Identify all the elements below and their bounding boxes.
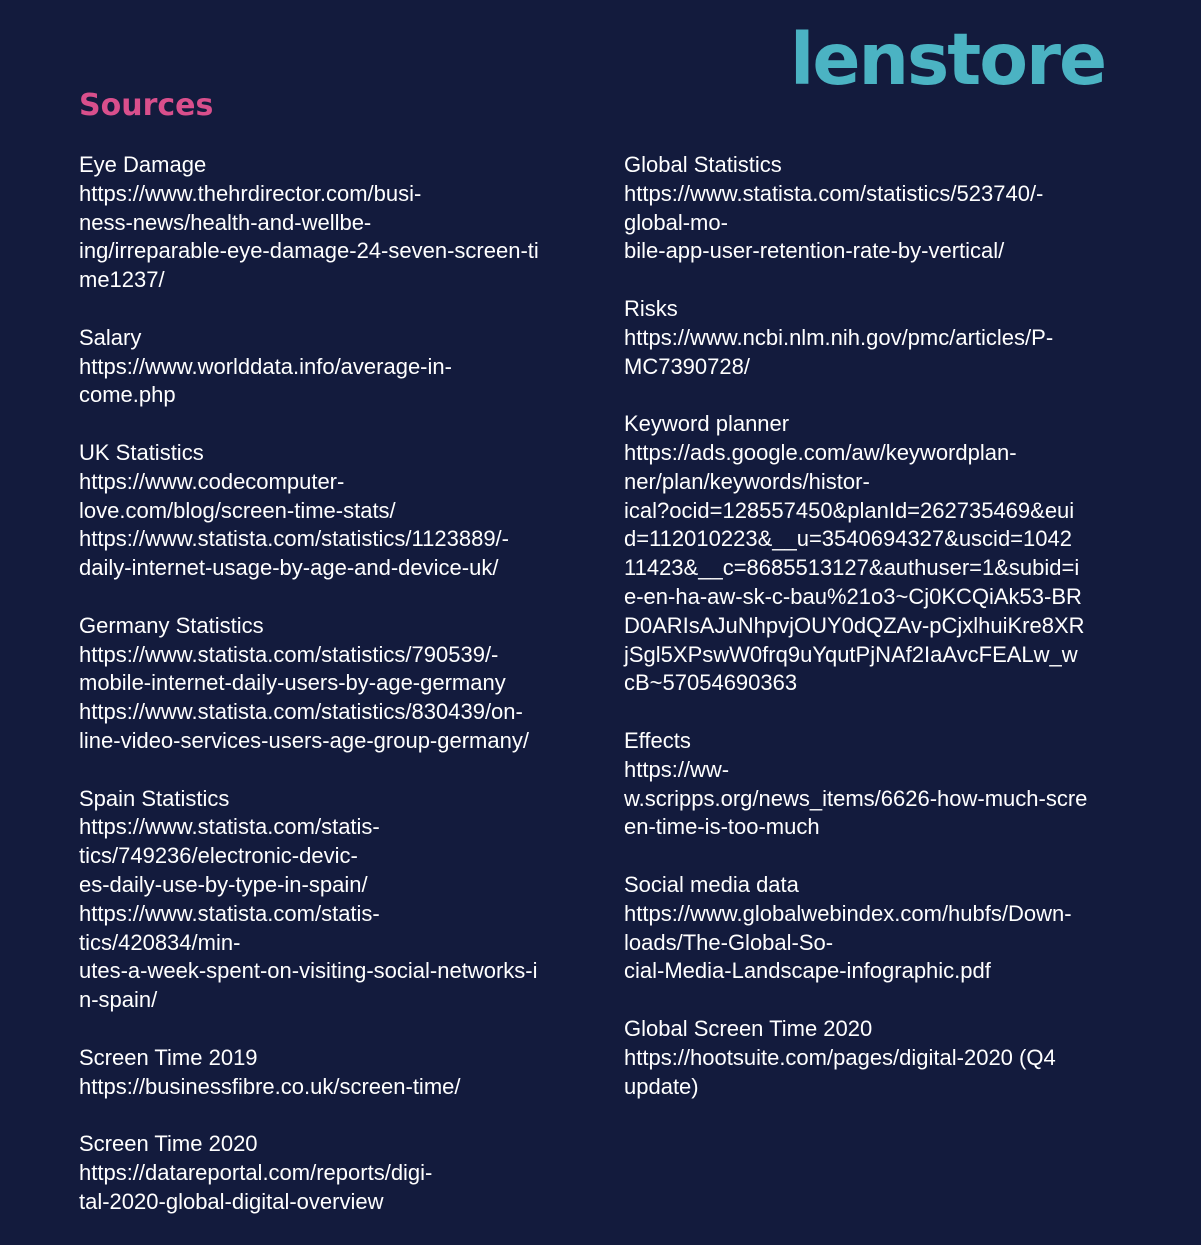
- source-title: Effects: [624, 727, 691, 753]
- source-url-line[interactable]: jSgl5XPswW0frq9uYqutPjNAf2IaAvcFEALw_w: [624, 641, 1078, 667]
- source-url-line[interactable]: tal-2020-global-digital-overview: [79, 1188, 384, 1214]
- source-entry: [79, 324, 589, 410]
- source-entry: [624, 727, 1134, 842]
- sources-right-column: [624, 151, 1134, 1130]
- source-url-line[interactable]: https://www.statista.com/statistics/1123889/-: [79, 526, 509, 552]
- source-url-line[interactable]: cial-Media-Landscape-infographic.pdf: [624, 958, 991, 984]
- source-url-line[interactable]: n-spain/: [79, 987, 158, 1013]
- source-url-line[interactable]: ness-news/health-and-wellbe-: [79, 209, 372, 235]
- source-url-line[interactable]: ner/plan/keywords/histor-: [624, 468, 870, 494]
- source-title: UK Statistics: [79, 439, 204, 465]
- source-entry: [79, 612, 589, 756]
- source-title: Spain Statistics: [79, 785, 230, 811]
- source-url-line[interactable]: update): [624, 1073, 699, 1099]
- source-url-line[interactable]: e-en-ha-aw-sk-c-bau%21o3~Cj0KCQiAk53-BR: [624, 583, 1082, 609]
- source-entry: [79, 1130, 589, 1216]
- source-title: Global Screen Time 2020: [624, 1015, 873, 1041]
- source-title: Germany Statistics: [79, 612, 264, 638]
- source-url-line[interactable]: https://www.thehrdirector.com/busi-: [79, 180, 422, 206]
- source-entry: [624, 151, 1134, 266]
- source-entry: [624, 871, 1134, 986]
- source-url-line[interactable]: cB~57054690363: [624, 670, 798, 696]
- source-url-line[interactable]: me1237/: [79, 267, 165, 293]
- source-title: Eye Damage: [79, 152, 207, 177]
- source-title: Keyword planner: [624, 411, 790, 437]
- source-url-line[interactable]: love.com/blog/screen-time-stats/: [79, 497, 396, 523]
- source-url-line[interactable]: https://datareportal.com/reports/digi-: [79, 1159, 433, 1185]
- source-url-line[interactable]: es-daily-use-by-type-in-spain/: [79, 871, 368, 897]
- source-url-line[interactable]: https://businessfibre.co.uk/screen-time/: [79, 1073, 461, 1099]
- page-title: Sources: [79, 88, 214, 123]
- source-url-line[interactable]: d=112010223&__u=3540694327&uscid=1042: [624, 526, 1072, 552]
- source-url-line[interactable]: w.scripps.org/news_items/6626-how-much-scre: [624, 785, 1088, 811]
- source-entry: [79, 785, 589, 1015]
- source-url-line[interactable]: https://www.statista.com/statis-: [79, 814, 380, 840]
- source-url-line[interactable]: D0ARIsAJuNhpvjOUY0dQZAv-pCjxlhuiKre8XR: [624, 612, 1085, 638]
- source-url-line[interactable]: https://www.statista.com/statistics/790539/-: [79, 641, 499, 667]
- source-url-line[interactable]: tics/420834/min-: [79, 929, 241, 955]
- source-url-line[interactable]: bile-app-user-retention-rate-by-vertical/: [624, 238, 1005, 264]
- source-url-line[interactable]: https://hootsuite.com/pages/digital-2020 (Q4: [624, 1044, 1056, 1070]
- source-url-line[interactable]: https://www.worlddata.info/average-in-: [79, 353, 452, 379]
- source-title: Social media data: [624, 871, 799, 897]
- source-url-line[interactable]: https://www.ncbi.nlm.nih.gov/pmc/articles/P-: [624, 324, 1054, 350]
- source-url-line[interactable]: https://www.statista.com/statistics/830439/on-: [79, 699, 523, 725]
- lenstore-logo: lenstore: [790, 18, 1106, 101]
- source-title: Salary: [79, 324, 142, 350]
- source-url-line[interactable]: https://ads.google.com/aw/keywordplan-: [624, 439, 1017, 465]
- source-url-line[interactable]: MC7390728/: [624, 353, 750, 379]
- source-title: Screen Time 2020: [79, 1131, 258, 1157]
- source-url-line[interactable]: line-video-services-users-age-group-germany/: [79, 727, 529, 753]
- source-entry: [624, 410, 1134, 698]
- source-url-line[interactable]: tics/749236/electronic-devic-: [79, 843, 358, 869]
- source-url-line[interactable]: ing/irreparable-eye-damage-24-seven-screen-ti: [79, 238, 539, 264]
- source-title: Risks: [624, 295, 678, 321]
- source-url-line[interactable]: ical?ocid=128557450&planId=262735469&eui: [624, 497, 1075, 523]
- source-url-line[interactable]: https://www.statista.com/statistics/523740/-: [624, 180, 1044, 206]
- source-entry: [79, 439, 589, 583]
- source-url-line[interactable]: loads/The-Global-So-: [624, 929, 834, 955]
- source-entry: [624, 295, 1134, 381]
- source-title: Global Statistics: [624, 152, 782, 177]
- source-url-line[interactable]: daily-internet-usage-by-age-and-device-uk/: [79, 555, 499, 581]
- source-url-line[interactable]: https://www.statista.com/statis-: [79, 900, 380, 926]
- source-url-line[interactable]: come.php: [79, 382, 176, 408]
- source-url-line[interactable]: global-mo-: [624, 209, 728, 235]
- source-url-line[interactable]: mobile-internet-daily-users-by-age-germany: [79, 670, 506, 696]
- source-url-line[interactable]: en-time-is-too-much: [624, 814, 820, 840]
- source-entry: [79, 1044, 589, 1102]
- source-url-line[interactable]: utes-a-week-spent-on-visiting-social-networks-i: [79, 958, 538, 984]
- source-title: Screen Time 2019: [79, 1044, 258, 1070]
- sources-left-column: [79, 151, 589, 1245]
- source-url-line[interactable]: https://www.codecomputer-: [79, 468, 345, 494]
- source-entry: [624, 1015, 1134, 1101]
- source-url-line[interactable]: https://www.globalwebindex.com/hubfs/Down-: [624, 900, 1072, 926]
- source-url-line[interactable]: 11423&__c=8685513127&authuser=1&subid=i: [624, 555, 1080, 581]
- source-url-line[interactable]: https://ww-: [624, 756, 730, 782]
- source-entry: [79, 151, 589, 295]
